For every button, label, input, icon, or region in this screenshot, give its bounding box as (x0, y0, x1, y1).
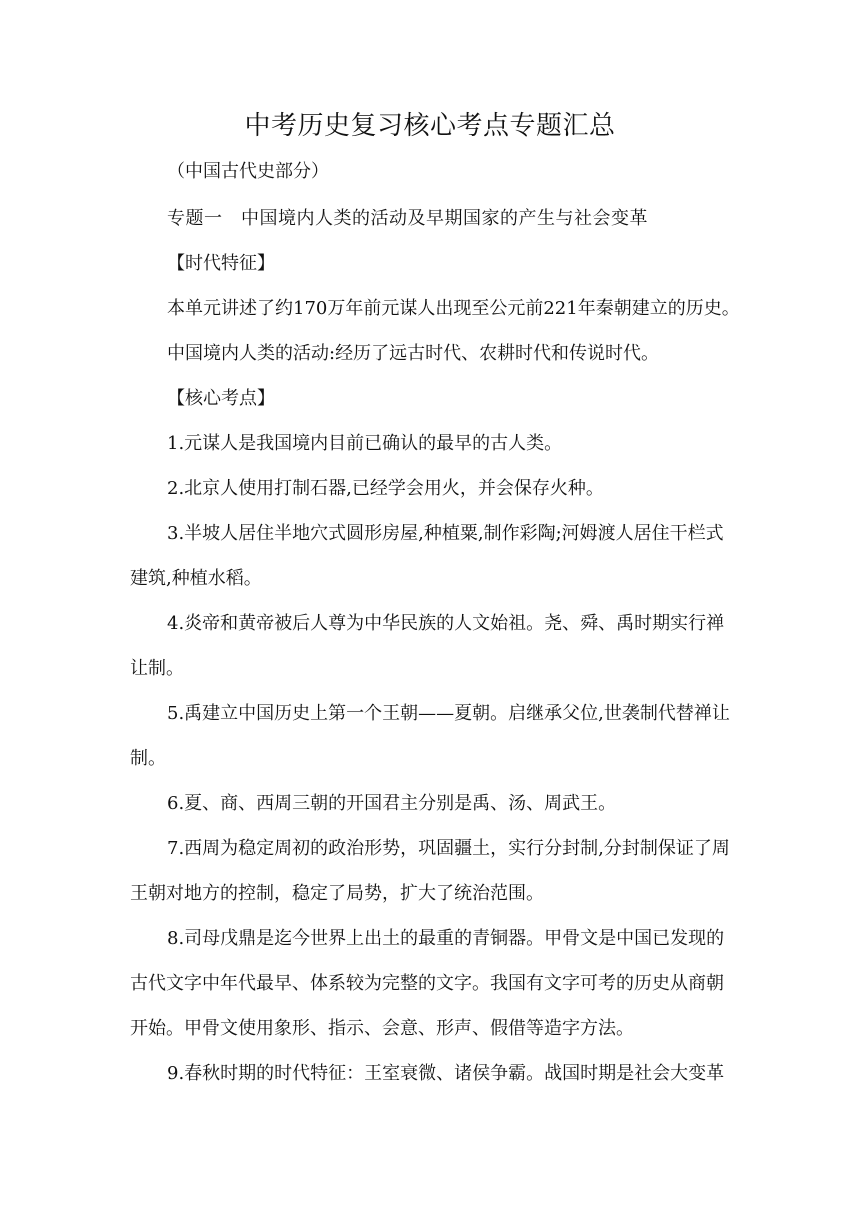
point-3-line-1: 3.半坡人居住半地穴式圆形房屋,种植粟,制作彩陶;河姆渡人居住干栏式 (167, 523, 724, 544)
point-7-line-1: 7.西周为稳定周初的政治形势，巩固疆土，实行分封制,分封制保证了周 (167, 838, 730, 859)
point-2-line-1: 2.北京人使用打制石器,已经学会用火，并会保存火种。 (167, 478, 604, 499)
point-4-line-1: 4.炎帝和黄帝被后人尊为中华民族的人文始祖。尧、舜、禹时期实行禅 (167, 613, 725, 634)
point-9-line-1: 9.春秋时期的时代特征：王室衰微、诸侯争霸。战国时期是社会大变革 (167, 1063, 725, 1084)
point-6-line-1: 6.夏、商、西周三朝的开国君主分别是禹、汤、周武王。 (167, 793, 617, 814)
point-7-line-2: 王朝对地方的控制，稳定了局势，扩大了统治范围。 (130, 883, 544, 904)
point-1-line-1: 1.元谋人是我国境内目前已确认的最早的古人类。 (167, 433, 563, 454)
point-5-line-1: 5.禹建立中国历史上第一个王朝——夏朝。启继承父位,世袭制代替禅让 (167, 703, 730, 724)
point-5-line-2: 制。 (130, 748, 166, 769)
section-era-heading: 【时代特征】 (167, 253, 275, 274)
document-title: 中考历史复习核心考点专题汇总 (244, 111, 616, 141)
topic-heading: 专题一 中国境内人类的活动及早期国家的产生与社会变革 (167, 208, 648, 229)
section-core-heading: 【核心考点】 (167, 388, 275, 409)
point-8-line-1: 8.司母戊鼎是迄今世界上出土的最重的青铜器。甲骨文是中国已发现的 (167, 928, 725, 949)
era-text-2: 中国境内人类的活动:经历了远古时代、农耕时代和传说时代。 (167, 343, 660, 364)
point-3-line-2: 建筑,种植水稻。 (130, 568, 262, 589)
point-8-line-2: 古代文字中年代最早、体系较为完整的文字。我国有文字可考的历史从商朝 (130, 973, 724, 994)
point-4-line-2: 让制。 (130, 658, 184, 679)
subtitle: （中国古代史部分） (167, 161, 329, 182)
point-8-line-3: 开始。甲骨文使用象形、指示、会意、形声、假借等造字方法。 (130, 1018, 634, 1039)
era-text-1: 本单元讲述了约170万年前元谋人出现至公元前221年秦朝建立的历史。 (167, 298, 740, 319)
